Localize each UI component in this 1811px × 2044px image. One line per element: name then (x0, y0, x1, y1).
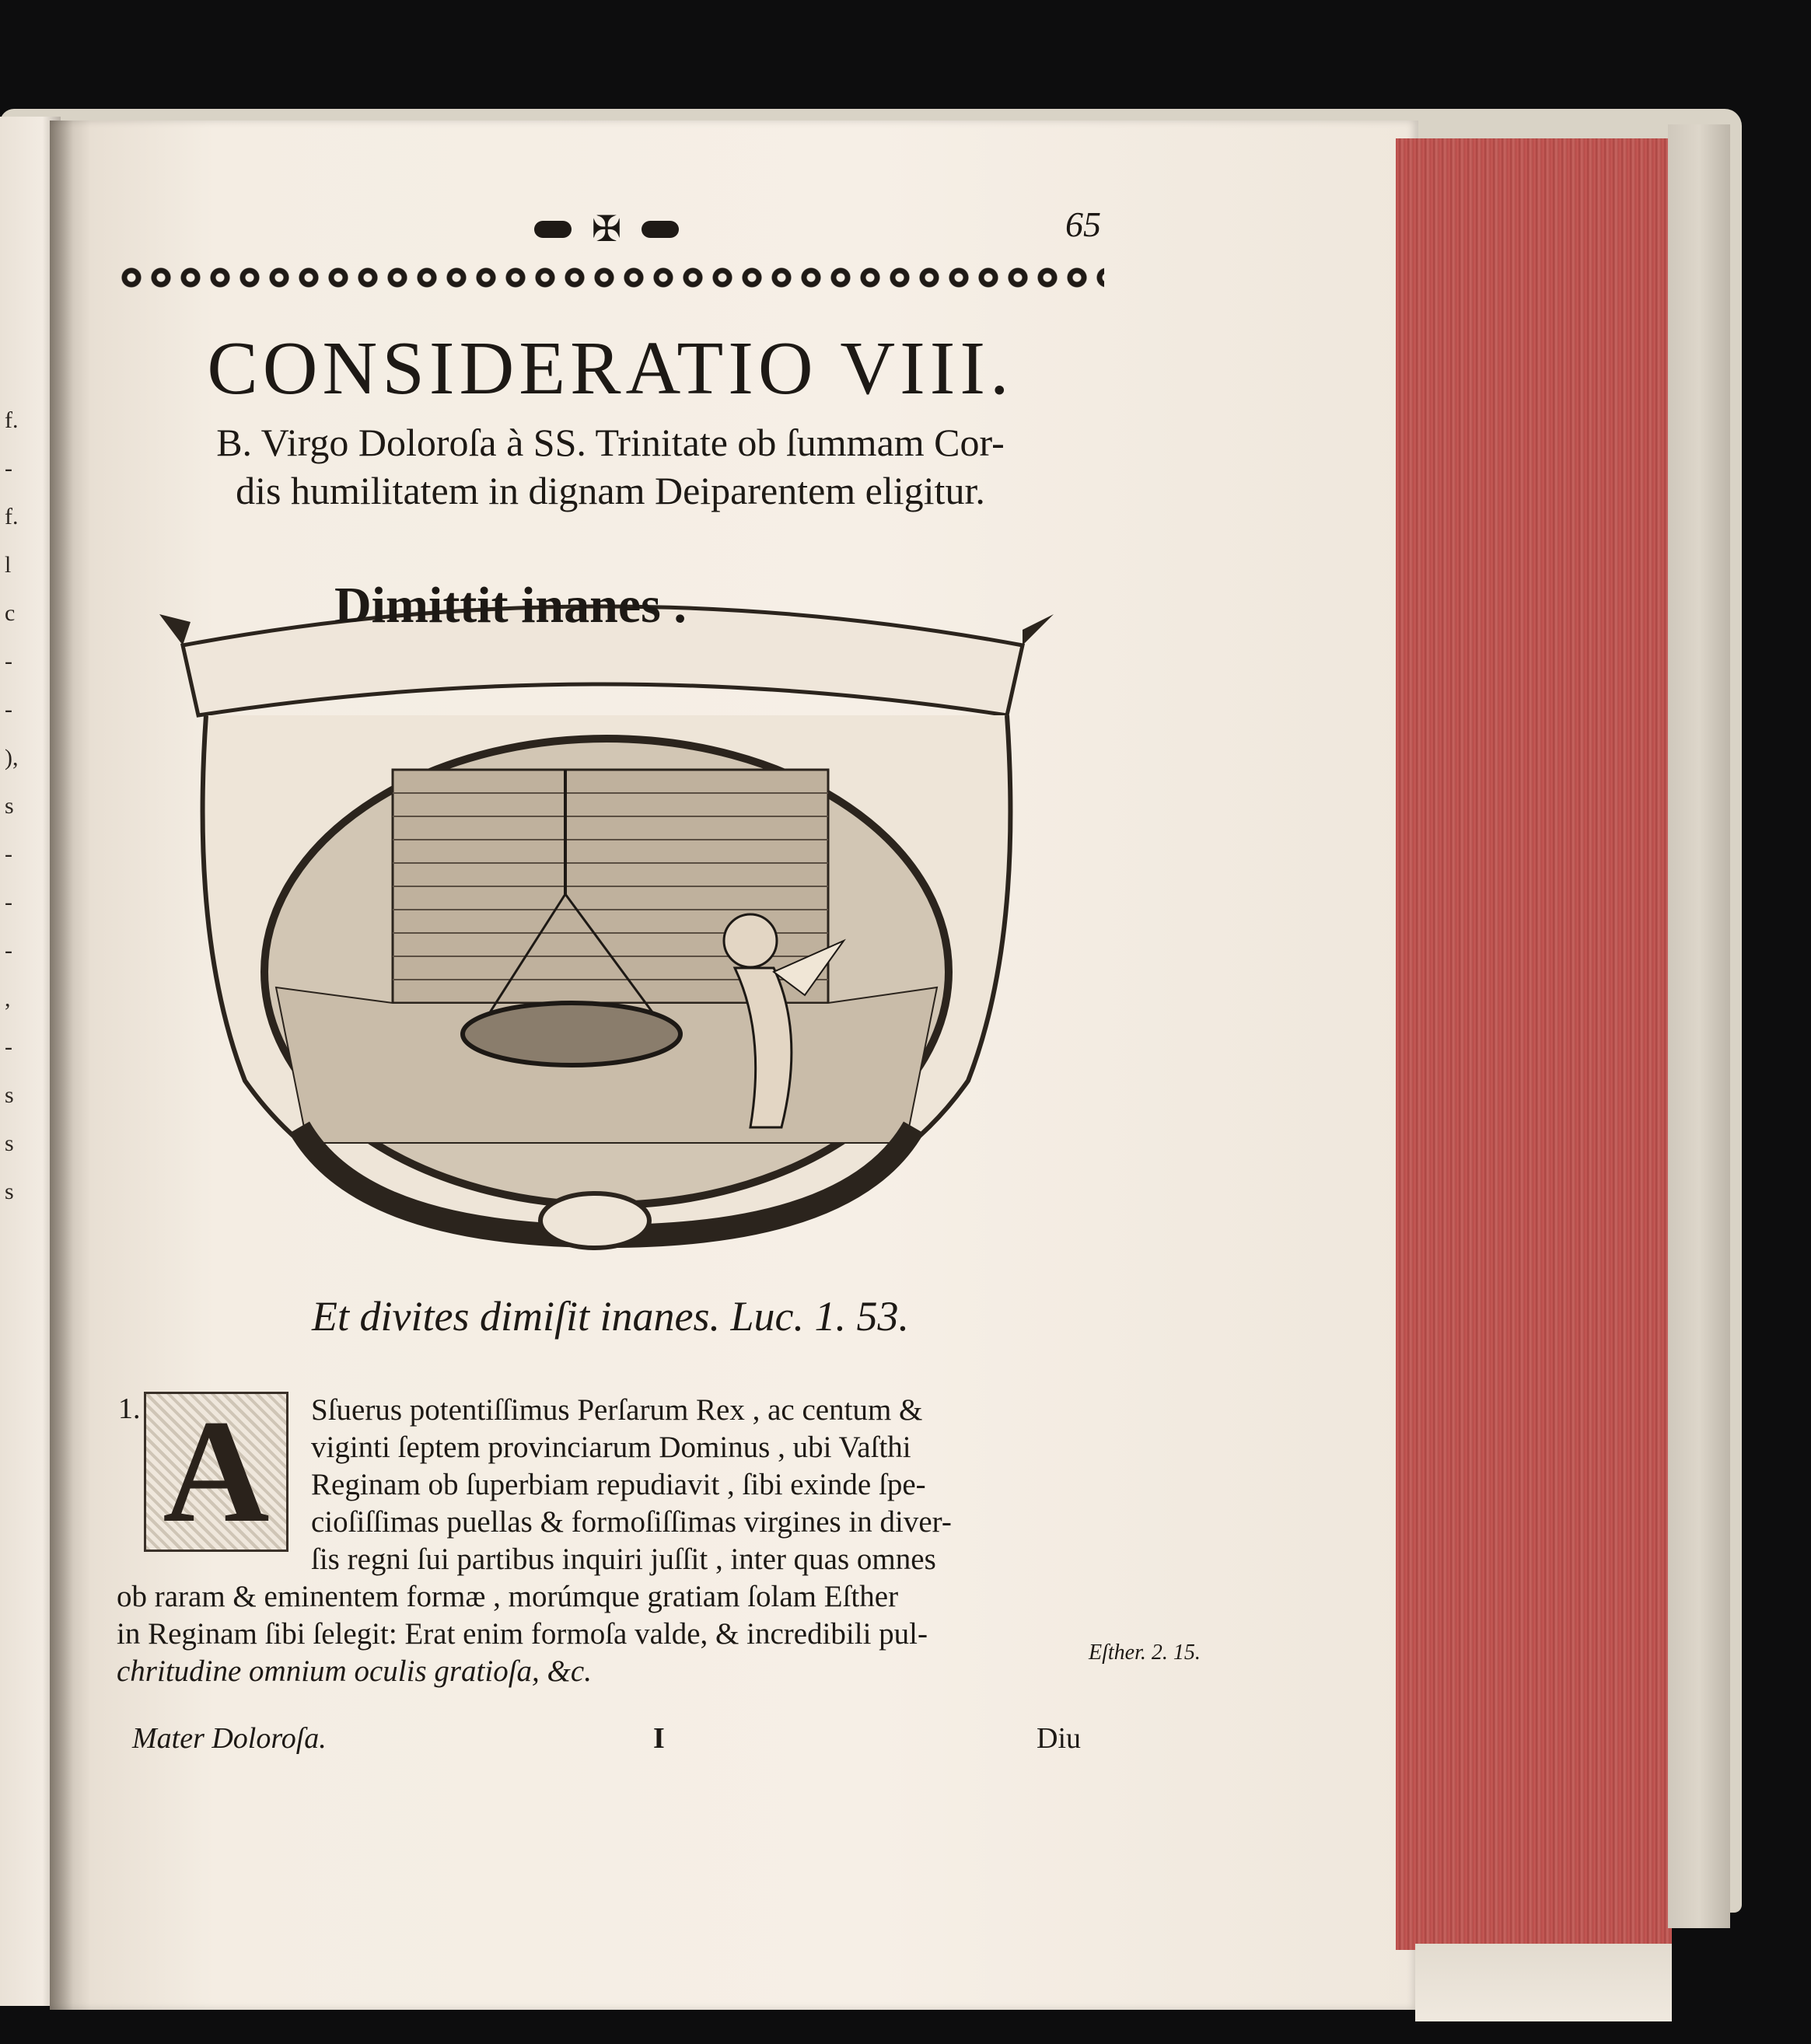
running-head (474, 206, 739, 253)
initial-letter: A (163, 1390, 270, 1553)
left-page-fragment: f. (5, 504, 19, 529)
left-page-fragment: - (5, 456, 12, 481)
signature-mark: I (653, 1722, 665, 1755)
binding-edge (1668, 124, 1730, 1928)
paragraph-body (117, 1392, 1096, 1690)
emblem-engraving (159, 536, 1054, 1283)
left-page-fragment: - (5, 1034, 12, 1060)
banner-text: Dimittit inanes . (334, 577, 687, 634)
left-page-fragment: , (5, 986, 11, 1012)
left-page-fragment: c (5, 600, 16, 626)
cross-icon: ✠ (591, 209, 622, 249)
paragraph-line: viginti ſeptem provinciarum Dominus , ubi Vaſthi (311, 1431, 911, 1464)
paragraph-line: chritudine omnium oculis gratioſa, &c. (117, 1654, 592, 1688)
paragraph-line: ſis regni ſui partibus inquiri juſſit , inter quas omnes (311, 1543, 936, 1576)
paragraph-number: 1. (118, 1392, 141, 1425)
paragraph-line: Sſuerus potentiſſimus Perſarum Rex , ac centum & (311, 1393, 923, 1427)
left-page-fragment: - (5, 889, 12, 915)
left-page-fragment: - (5, 648, 12, 674)
page-bottom-edge (1415, 1944, 1672, 2021)
page-number: 65 (1065, 204, 1101, 244)
footer-signature: Mater Doloroſa. (132, 1722, 327, 1755)
ornament-left-icon (534, 221, 572, 238)
paragraph-line: Reginam ob ſuperbiam repudiavit , ſibi exinde ſpe- (311, 1468, 926, 1501)
left-page-fragment: s (5, 793, 14, 819)
left-page-fragments (5, 397, 36, 1216)
left-page-fragment: s (5, 1130, 14, 1156)
ornament-right-icon (642, 221, 679, 238)
ornament-band (117, 263, 1104, 292)
spine-shadow (50, 121, 73, 2010)
left-page-fragment: s (5, 1082, 14, 1108)
page-footer (132, 1721, 1081, 1760)
left-page-fragment: - (5, 697, 12, 722)
subtitle (117, 418, 1104, 515)
left-page-fragment: ), (5, 745, 19, 770)
catchword: Diu (1037, 1722, 1081, 1755)
left-page-fragment: s (5, 1179, 14, 1204)
left-page-fragment: l (5, 552, 12, 578)
paragraph-line: cioſiſſimas puellas & formoſiſſimas virgines in diver- (311, 1505, 952, 1539)
page-title: CONSIDERATIO VIII. (207, 327, 1014, 411)
left-page-fragment: f. (5, 407, 19, 433)
paragraph-line: in Reginam ſibi ſelegit: Erat enim formoſa valde, & incredibili pul- (117, 1617, 928, 1651)
paragraph-line: ob raram & eminentem formæ , morúmque gratiam ſolam Eſther (117, 1580, 899, 1613)
left-page-fragment: - (5, 938, 12, 963)
red-page-edges (1396, 138, 1672, 1950)
motto: Et divites dimiſit inanes. Luc. 1. 53. (312, 1293, 909, 1340)
left-page-fragment: - (5, 841, 12, 867)
margin-reference: Eſther. 2. 15. (1089, 1640, 1201, 1665)
subtitle-line-1: B. Virgo Doloroſa à SS. Trinitate ob ſummam Cor- (216, 421, 1005, 464)
subtitle-line-2: dis humilitatem in dignam Deiparentem eligitur. (236, 469, 985, 512)
